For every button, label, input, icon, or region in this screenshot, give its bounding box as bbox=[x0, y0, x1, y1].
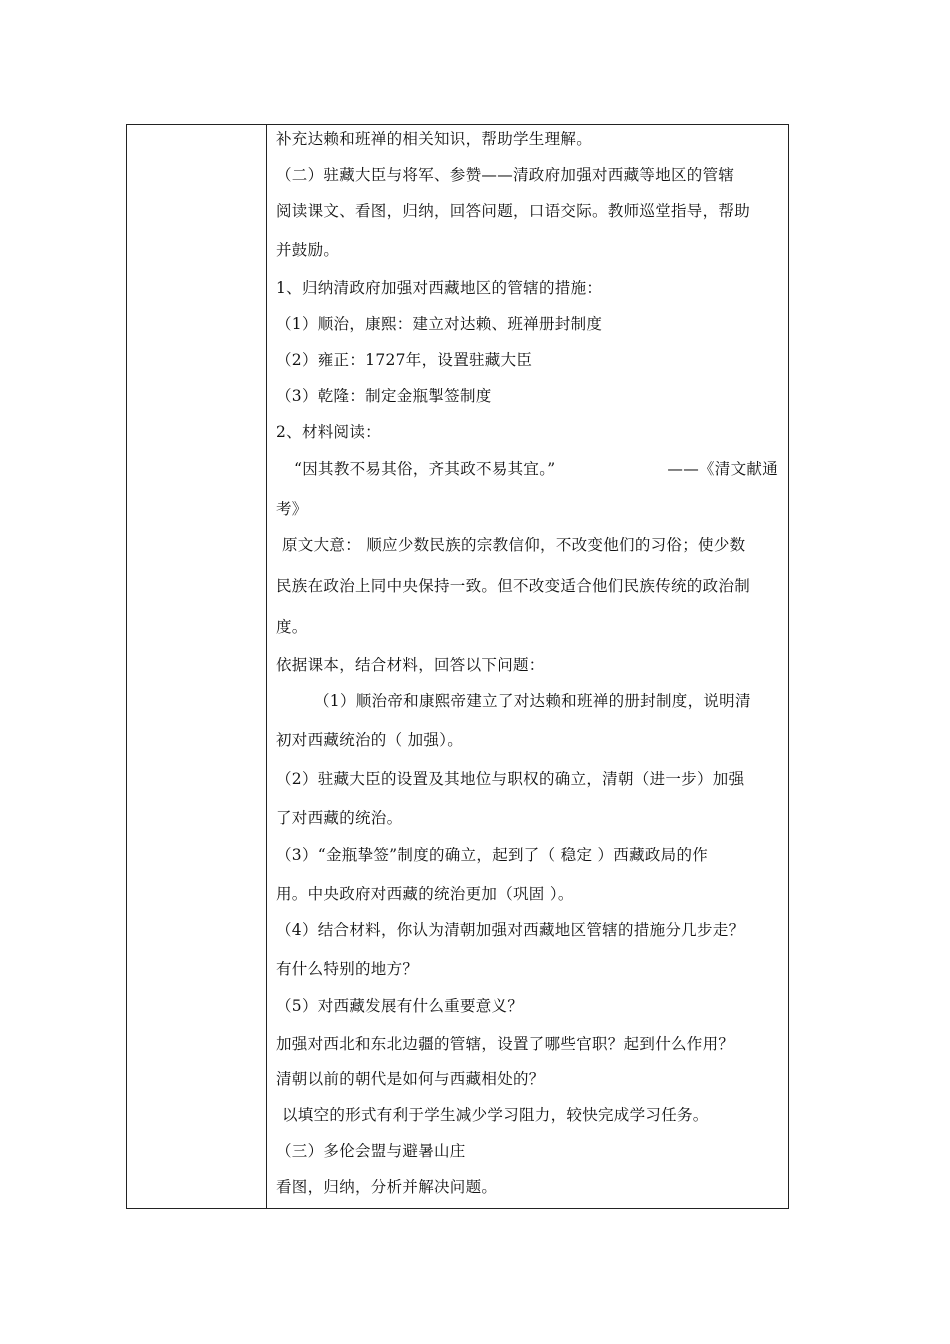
text-line: 阅读课文、看图，归纳，回答问题，口语交际。教师巡堂指导，帮助 bbox=[276, 202, 751, 220]
text-line: 原文大意： 顺应少数民族的宗教信仰，不改变他们的习俗；使少数 bbox=[282, 536, 746, 554]
text-line: 度。 bbox=[276, 618, 308, 636]
text-line: （2）驻藏大臣的设置及其地位与职权的确立，清朝（进一步）加强 bbox=[276, 770, 745, 788]
text-line: （3）“金瓶挚签”制度的确立，起到了（ 稳定 ）西藏政局的作 bbox=[276, 846, 709, 864]
quote-source: ——《清文献通 bbox=[667, 460, 778, 478]
text-line: 有什么特别的地方？ bbox=[276, 960, 419, 978]
text-line: 民族在政治上同中央保持一致。但不改变适合他们民族传统的政治制 bbox=[276, 577, 751, 595]
text-line: 了对西藏的统治。 bbox=[276, 809, 403, 827]
text-line: 清朝以前的朝代是如何与西藏相处的？ bbox=[276, 1070, 545, 1088]
text-line: 补充达赖和班禅的相关知识，帮助学生理解。 bbox=[276, 130, 593, 148]
text-line: 2、材料阅读： bbox=[276, 423, 381, 441]
quote-text: “因其教不易其俗，齐其政不易其宜。” bbox=[294, 460, 556, 478]
section-heading: （三）多伦会盟与避暑山庄 bbox=[276, 1142, 466, 1160]
text-line: 依据课本，结合材料，回答以下问题： bbox=[276, 656, 545, 674]
text-line: （1）顺治，康熙：建立对达赖、班禅册封制度 bbox=[276, 315, 603, 333]
section-heading: （二）驻藏大臣与将军、参赞——清政府加强对西藏等地区的管辖 bbox=[276, 166, 735, 184]
text-line: 并鼓励。 bbox=[276, 241, 340, 259]
text-line: 用。中央政府对西藏的统治更加（巩固 ）。 bbox=[276, 885, 574, 903]
text-line: （5）对西藏发展有什么重要意义？ bbox=[276, 997, 524, 1015]
table-right-column bbox=[268, 125, 788, 1208]
text-line: （4）结合材料，你认为清朝加强对西藏地区管辖的措施分几步走？ bbox=[276, 921, 745, 939]
table-left-column bbox=[127, 125, 267, 1208]
text-line: 1、归纳清政府加强对西藏地区的管辖的措施： bbox=[276, 279, 603, 297]
text-line: 考》 bbox=[276, 500, 308, 518]
text-line: （2）雍正：1727年，设置驻藏大臣 bbox=[276, 351, 533, 369]
lesson-table bbox=[126, 124, 789, 1209]
text-line: 以填空的形式有利于学生减少学习阻力，较快完成学习任务。 bbox=[282, 1106, 709, 1124]
text-line: （3）乾隆：制定金瓶掣签制度 bbox=[276, 387, 492, 405]
text-line: （1）顺治帝和康熙帝建立了对达赖和班禅的册封制度，说明清 bbox=[314, 692, 751, 710]
text-line: 初对西藏统治的（ 加强）。 bbox=[276, 731, 464, 749]
text-line: 看图，归纳，分析并解决问题。 bbox=[276, 1178, 498, 1196]
text-line: 加强对西北和东北边疆的管辖，设置了哪些官职？起到什么作用？ bbox=[276, 1035, 735, 1053]
